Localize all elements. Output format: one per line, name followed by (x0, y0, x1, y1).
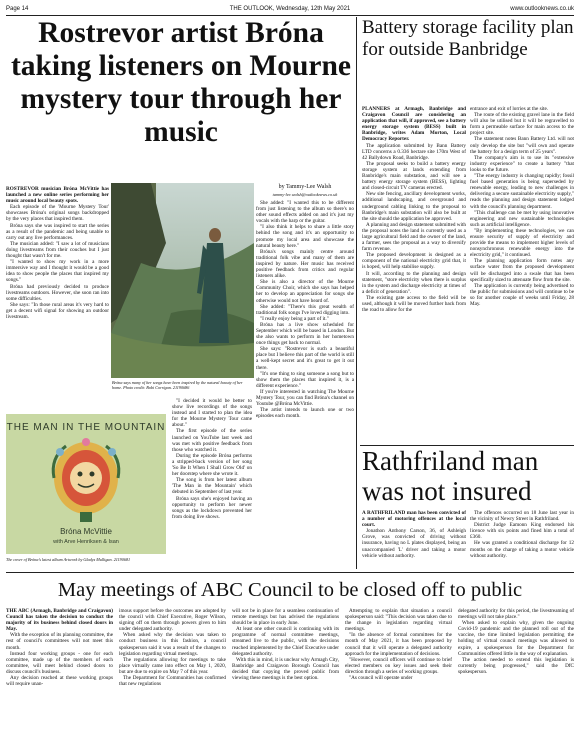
abc-column-1 (6, 608, 113, 734)
paragraph: Bróna says she was inspired to start the series as a result of the pandemic and being unable to carry out any live performances. (6, 222, 109, 241)
paragraph: Attempting to explain that situation a council spokesperson said: "This decision was taken due to the change in legislation regarding virtual meetings. (345, 608, 452, 633)
paragraph: The existing gate access to the field will be used, although it will be moved further back from the road to allow for the (362, 294, 466, 314)
paragraph: The application is currently being advertised to the public for submissions and will continue to be so for another couple of weeks until Friday, 28 May. (470, 282, 574, 307)
paragraph: At least one other council is continuing with its programme of normal committee meetings, streamed live to the public, with the decisions reached implemented by the Chief Executive under delegated authority. (232, 626, 339, 657)
paragraph: Bróna's songs mainly centre around traditional folk vibe and many of them are inspired by nature. Her music has received positive feedback from critics and regular listeners alike. (256, 248, 354, 280)
paragraph: When asked why the decision was taken to conduct business in this fashion, a council spokesperson said it was a result of the changes to legislation regarding virtual meetings. (119, 632, 226, 657)
paragraph: The planning application form notes any surface water from the proposed development will be discharged into a swale that has been specifically sized to attenuate flow from the site. (470, 258, 574, 283)
abc-column-2 (119, 608, 226, 734)
album-artwork (46, 438, 126, 522)
paragraph: "I wanted to show my work in a more immersive way and I thought it would be a good idea to show people the places that inspired my songs." (6, 259, 109, 284)
paragraph: The proposed development is designed as a component of the national electricity grid that, it is hoped, will help stabilise supply. (362, 252, 466, 271)
paragraph: Any decision reached at these working groups will require unan- (6, 675, 113, 688)
album-artist: Bróna McVittie (60, 527, 112, 536)
battery-headline: Battery storage facility plan for outside Banbridge (362, 17, 574, 60)
rathfriland-headline: Rathfriland man was not insured (362, 446, 539, 506)
paragraph: Jonathon Anthony Carson, 36, of Ashleigh Grove, was convicted of driving without insurance, having no L plates displayed, being an unaccompanied 'L' driver and taking a motor vehicle without authority. (362, 528, 466, 559)
brona-photo-image (111, 183, 254, 378)
paper-dateline: THE OUTLOOK, Wednesday, 12th May 2021 (229, 6, 351, 12)
paragraph: A RATHFRILAND man has been convicted of a number of motoring offences at the local court. (362, 510, 466, 529)
abc-column-3 (232, 608, 339, 734)
paragraph: "It's one thing to sing someone a song but to show them the places that inspired it, is a different experience." (256, 370, 354, 389)
paragraph: entrance and exit of lorries at the site. (470, 106, 549, 112)
paragraph: delegated authority for this period, the livestreaming of meetings will not take place." (458, 608, 574, 621)
paragraph: It will, according to the planning and design statement, "store electricity when there is surplus in the system and discharge electricity at times of a deficit of generation". (362, 270, 466, 295)
rostrevor-column-1 (6, 186, 109, 386)
paragraph: "By implementing these technologies, we can ensure security of supply of electricity and provide the means to implement higher levels of nonsynchronous renewable energy into the electricity grid," it continued. (470, 227, 574, 259)
album-cover (6, 414, 166, 554)
paragraph: "As council will operate under (349, 675, 413, 682)
rathfriland-column-2 (470, 510, 574, 570)
paragraph: Bróna says she's enjoyed having an opportunity to perform her newer songs as the lockdown prevented her from doing live shows. (172, 495, 252, 520)
paragraph: The action needed to extend this legislation is currently being progressed," said the DfC spokesperson. (458, 656, 574, 675)
paragraph: "The energy industry is changing rapidly; fossil fuel based generation is being superseded by renewable energy, leading to new challenges in delivering a secure sustainable electricity supply," reads the planning and design statement lodged with the council's planning department. (470, 173, 574, 210)
album-title: THE MAN IN THE MOUNTAIN (6, 422, 166, 433)
paragraph: The offences occurred on 18 June last year in the vicinity of Newry Street in Rathfriland. (470, 510, 574, 523)
paragraph: She says: "Rostrevor is such a beautiful place but I believe this part of the world is still a well-kept secret and it's great to get it out there. (256, 346, 354, 371)
paragraph: Bróna has a live show scheduled for September which will be based in London. But she also wants to perform in her hometown once things get back to normal. (256, 321, 354, 347)
rostrevor-col1-continuation (112, 397, 168, 407)
paragraph: She says: "In those rural areas it's very hard to get a decent wifi signal for showing an outdoor livestream. (6, 301, 109, 320)
paragraph: "This challenge can be met by using innovative engineering and new sustainable technologies such as artificial intelligence. (470, 209, 574, 228)
folio-rule (6, 15, 574, 16)
paragraph: Bróna had previously decided to produce livestreams outdoors. However, she soon ran into some difficulties. (6, 283, 109, 302)
paragraph: When asked to explain why, given the ongoing Covid-19 pandemic and the planned roll out of the vaccine, the time limited legislation permitting the holding of virtual council meetings was allowed to expire, a spokesperson for the Department for Communities offered little in the way of explanation. (458, 620, 574, 657)
paragraph: "I also think it helps to share a little story behind the song and it's an opportunity to promote my local area and showcase the natural beauty here." (256, 224, 354, 249)
paragraph: THE ABC (Armagh, Banbridge and Craigavon) Council has taken the decision to conduct the majority of its business behind closed doors in May. (6, 608, 113, 633)
paragraph: The route of the existing gravel lane in the field will also be utilised but it will be regravelled to form a permeable surface for main access to the project site. (470, 112, 574, 137)
page-number: Page 14 (6, 6, 29, 12)
paragraph: The statement notes Bann Battery Ltd. will not only develop the site but "will own and operate the battery for a design term of 25 years". (470, 136, 574, 155)
paragraph: The company's aim is to use its "extensive industry experience" to create a battery "that looks to the future. (470, 154, 574, 173)
paragraph: The first episode of the series launched on YouTube last week and was met with positive feedback from those who watched it. (172, 428, 252, 453)
album-caption: The cover of Bróna's latest album Artwork by Gladys Mulligan. 21190681 (6, 557, 131, 562)
abc-rule (6, 572, 574, 573)
paragraph: The song is from her latest album 'The Man in the Mountain' which debuted in September of last year. (172, 477, 252, 496)
battery-column-1 (362, 106, 466, 442)
brona-photo-caption: Bróna says many of her songs have been inspired by the natural beauty of her home. Photo credit: Bobi Corrigan. 21190686 (112, 380, 243, 390)
rostrevor-headline: Rostrevor artist Bróna taking listeners on Mourne mystery tour through her music (10, 17, 352, 148)
paragraph: The application submitted by Bann Battery LTD concerns a 0.336 hectare site 170m West of 42 Ballydown Road, Banbridge. (362, 142, 466, 161)
album-collaborators: with Arve Henriksen & Isan (53, 539, 119, 545)
paragraph: The regulations allowing for meetings to take place virtually came into effect on May 1, 2020, but are due to expire on May 7 of this year. (119, 656, 226, 675)
abc-column-5 (458, 608, 574, 734)
paragraph: She added: "There's this great wealth of traditional folk songs I've loved digging into. (256, 303, 354, 316)
paragraph: PLANNERS at Armagh, Banbridge and Craigavon Council are considering an application that will, if approved, see a battery energy storage system (BESS) built in Banbridge, writes Adam Morton, Local Democracy Reporter. (362, 106, 466, 143)
paragraph: The Department for Communities has confirmed that new regulations (119, 675, 226, 688)
website: www.outlooknews.co.uk (510, 6, 574, 12)
brona-photo (111, 183, 254, 378)
paragraph: With the exception of its planning committee, the rest of council's committees will not meet this month. (6, 632, 113, 651)
story-divider (356, 17, 357, 569)
abc-column-4 (345, 608, 452, 734)
byline: by Tammy-Lee Walsh (278, 184, 332, 190)
rostrevor-column-3 (256, 200, 354, 568)
paragraph: The proposal seeks to build a battery energy storage system at lands extending from Banbridge's main substation, and will see a battery energy storage system (BESS), lighting and closed-circuit TV cameras erected. (362, 160, 466, 192)
paragraph: During the episode Bróna performs a stripped-back version of her song 'So Be It When I Shall Grow Old' on her doorstep where she wrote it. (172, 452, 252, 478)
paragraph: With this in mind, it is unclear why Armagh City, Banbridge and Craigavon Borough Council has decided that copying the proved public from viewing these meetings is the best option. (232, 656, 339, 682)
battery-column-2 (470, 106, 574, 442)
rostrevor-column-2 (172, 398, 252, 566)
byline-email: tammy-lee.walsh@outlooknews.co.uk (272, 192, 338, 197)
paragraph: He was granted a conditional discharge for 12 months on the charge of taking a motor vehicle without authority. (470, 540, 574, 559)
paragraph: imous support before the outcomes are adopted by the council with Chief Executive, Roger Wilson, signing off on them through powers given to him under delegated authority. (119, 608, 226, 633)
paragraph: ROSTREVOR musician Bróna McVittie has launched a new online series performing her music around local beauty spots. (6, 186, 109, 205)
paragraph: The musician added: "I saw a lot of musicians doing livestreams from their couches but I just thought that wasn't for me. (6, 240, 109, 260)
paragraph: Instead four working groups - one for each committee, made up of the members of each committee, will meet behind closed doors to discuss council's business. (6, 650, 113, 675)
paragraph: District Judge Eamonn King endorsed his licence with six points and fined him a total of £360. (470, 522, 574, 541)
paragraph: will not be in place for a seamless continuation of remote meetings but has advised the regulations should be in place in early June. (232, 608, 339, 627)
paragraph: If you're interested in watching The Mourne Mystery Tour, you can find Bróna's channel on Youtube @Bróna McVittie. (256, 388, 354, 408)
paragraph: "However, council officers will continue to brief elected members on key issues and seek their direction through a series of working groups. (345, 656, 452, 675)
rathfriland-column-1 (362, 510, 466, 570)
paragraph: Each episode of the 'Mourne Mystery Tour' showcases Bróna's original songs backdropped by the very places that inspired them. (6, 204, 109, 223)
paragraph: A planning and design statement submitted with the proposal notes the land is currently used as a large agricultural field and the owner of the land, a farmer, sees the proposal as a way to diversify farm revenue. (362, 221, 466, 253)
paragraph: She added: "I wanted this to be different from just listening to the album so there's no other sound effects added on and it's just my vocals with the harp or the guitar. (256, 200, 354, 225)
paragraph: The artist intends to launch one or two episodes each month. (256, 407, 354, 420)
paragraph: "I really enjoy being a part of it." (260, 315, 329, 322)
paragraph: "I decided it would be better to show live recordings of the songs instead and I started to plan the idea for the Mourne Mystery Tour came about." (172, 398, 252, 429)
paragraph: New site fencing, ancillary development works, additional landscaping, and overground and underground cabling linking to the proposal to Banbridge's main substation will also be built at the site should the application be approved. (362, 191, 466, 222)
paragraph: She is also a director of the Mourne Community Choir, which she says has helped her to develop an appreciation for songs she otherwise would not have heard of. (256, 279, 354, 304)
paragraph: "In the absence of formal committees for the month of May 2021, it has been proposed by council that it will operate a delegated authority approach for the implementation of decisions. (345, 632, 452, 657)
abc-headline: May meetings of ABC Council to be closed off to public (57, 579, 523, 601)
